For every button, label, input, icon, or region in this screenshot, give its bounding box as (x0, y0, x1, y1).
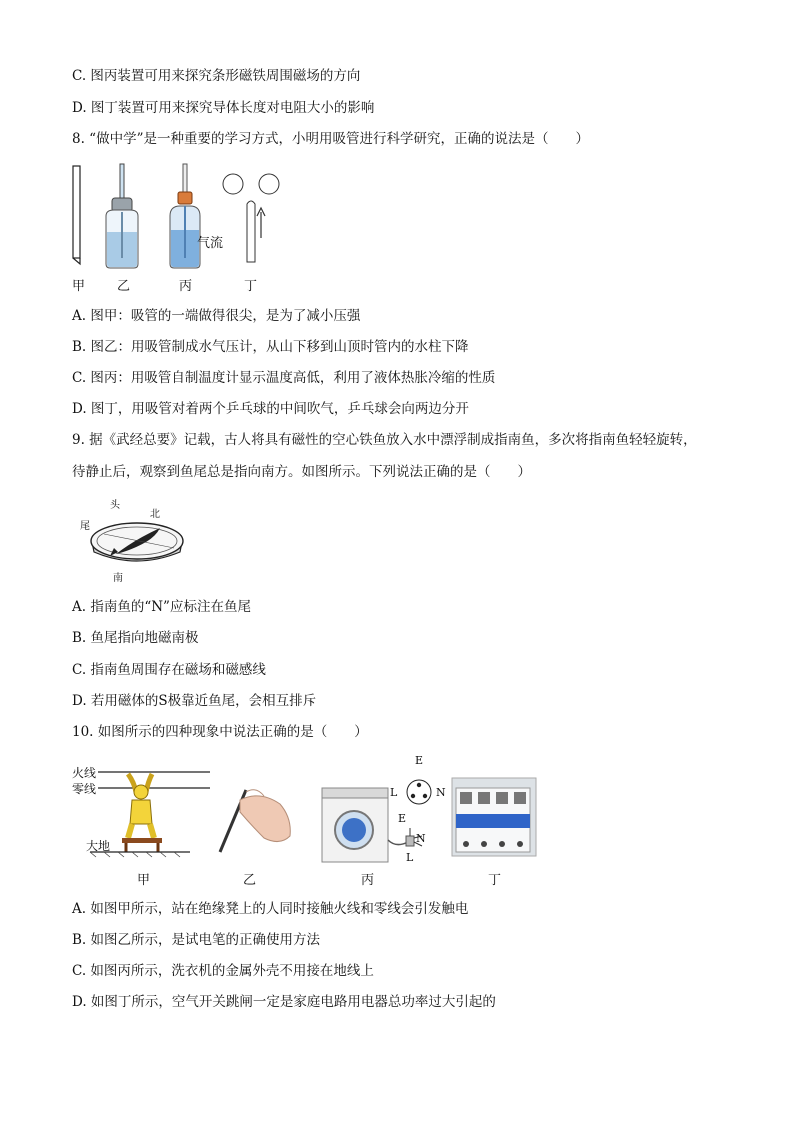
q8-airflow-label: 气流 (197, 236, 224, 251)
q8-label-ding: 丁 (244, 279, 258, 294)
q10-caption-jia: 甲 (137, 873, 151, 888)
q8-label-jia: 甲 (72, 279, 86, 294)
q8-option-a: A. 图甲：吸管的一端做得很尖，是为了减小压强 (72, 308, 361, 324)
q10-stem: 10. 如图所示的四种现象中说法正确的是（ ） (72, 724, 368, 740)
q8-figure (66, 160, 326, 295)
washing-machine (322, 788, 388, 862)
ping-pong-balls (223, 174, 279, 194)
q10-option-d: D. 如图丁所示，空气开关跳闸一定是家庭电路用电器总功率过大引起的 (72, 994, 496, 1010)
q10-socket-e: E (415, 754, 424, 767)
straw-sharp (73, 166, 80, 264)
q10-label-live-wire: 火线 (72, 766, 97, 780)
q9-label-tail: 尾 (80, 521, 90, 532)
q10-plug-n: N (416, 832, 426, 845)
insulating-stool (122, 838, 162, 852)
q8-option-d: D. 图丁，用吸管对着两个乒乓球的中间吹气，乒乓球会向两边分开 (72, 401, 469, 417)
test-pen-hand (220, 790, 290, 852)
thermometer-bottle (170, 164, 200, 268)
q7-option-c: C. 图丙装置可用来探究条形磁铁周围磁场的方向 (72, 68, 361, 84)
q8-label-bing: 丙 (179, 279, 193, 294)
q9-option-d: D. 若用磁体的S极靠近鱼尾，会相互排斥 (72, 693, 317, 709)
three-hole-socket-icon (407, 780, 431, 804)
q10-plug-l: L (406, 851, 414, 864)
q9-option-c: C. 指南鱼周围存在磁场和磁感线 (72, 662, 266, 678)
q10-label-neutral-wire: 零线 (72, 782, 97, 796)
q10-socket-n: N (436, 786, 446, 799)
q10-caption-yi: 乙 (243, 873, 257, 888)
water-barometer-bottle (106, 164, 138, 268)
q9-stem-line2: 待静止后，观察到鱼尾总是指向南方。如图所示。下列说法正确的是（ ） (72, 464, 531, 480)
q10-label-ground: 大地 (86, 839, 111, 853)
q9-stem-line1: 9. 据《武经总要》记载，古人将具有磁性的空心铁鱼放入水中漂浮制成指南鱼，多次将指南鱼轻轻旋转， (72, 432, 697, 448)
q8-label-yi: 乙 (117, 279, 131, 294)
q8-stem: 8. “做中学”是一种重要的学习方式，小明用吸管进行科学研究，正确的说法是（ ） (72, 131, 589, 147)
q8-option-b: B. 图乙：用吸管制成水气压计，从山下移到山顶时管内的水柱下降 (72, 339, 469, 355)
q9-compass-fish-figure (76, 492, 201, 582)
q10-option-b: B. 如图乙所示，是试电笔的正确使用方法 (72, 932, 321, 948)
q10-figure (70, 752, 540, 864)
blow-straw (247, 201, 265, 262)
q10-option-a: A. 如图甲所示，站在绝缘凳上的人同时接触火线和零线会引发触电 (72, 901, 469, 917)
q10-caption-bing: 丙 (361, 873, 375, 888)
q9-label-head: 头 (110, 500, 120, 511)
person-figure (128, 774, 154, 838)
q9-option-a: A. 指南鱼的“N”应标注在鱼尾 (72, 599, 251, 615)
air-circuit-breaker (452, 778, 536, 856)
q10-caption-ding: 丁 (488, 873, 502, 888)
q10-option-c: C. 如图丙所示，洗衣机的金属外壳不用接在地线上 (72, 963, 374, 979)
q8-option-c: C. 图丙：用吸管自制温度计显示温度高低，利用了液体热胀冷缩的性质 (72, 370, 496, 386)
q7-option-d: D. 图丁装置可用来探究导体长度对电阻大小的影响 (72, 100, 375, 116)
q9-label-north: 北 (150, 509, 160, 520)
q9-option-b: B. 鱼尾指向地磁南极 (72, 630, 199, 646)
q10-plug-e: E (398, 812, 407, 825)
q10-socket-l: L (390, 786, 398, 799)
q9-label-south: 南 (113, 573, 123, 584)
